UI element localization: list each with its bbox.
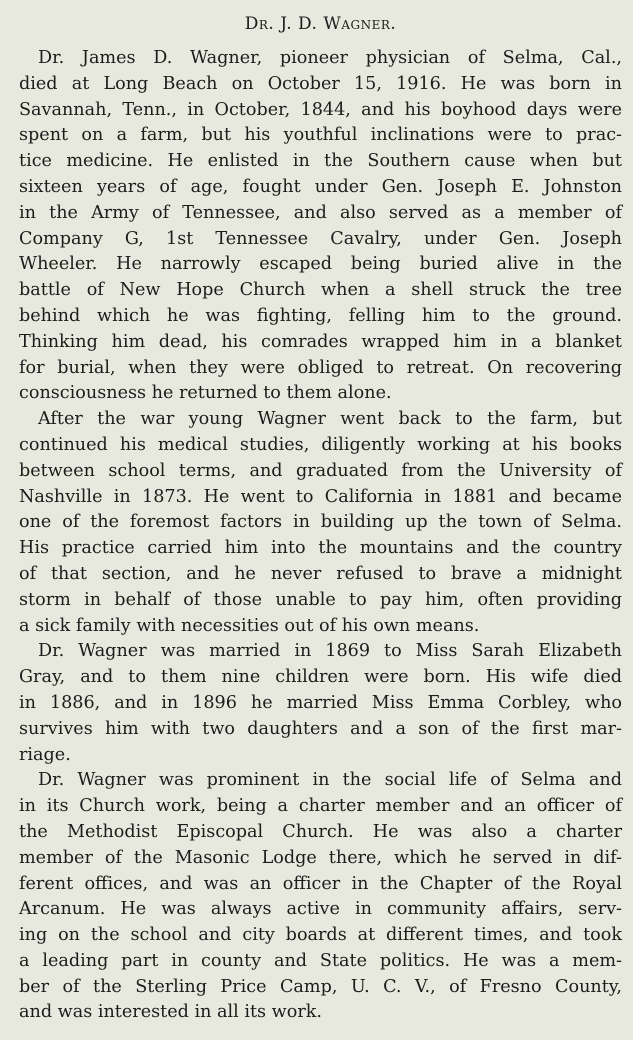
text-line: Nashville in 1873. He went to California in 1881 and became: [19, 486, 622, 507]
text-line: in the Army of Tennessee, and also served as a member of: [19, 202, 622, 223]
paragraph: [19, 46, 622, 407]
text-line: continued his medical studies, diligently working at his books: [19, 434, 622, 455]
text-line: Wheeler. He narrowly escaped being buried alive in the: [19, 254, 622, 275]
text-line: in its Church work, being a charter member and an officer of: [19, 796, 622, 817]
text-line: spent on a farm, but his youthful inclinations were to prac-: [19, 125, 622, 146]
text-line: one of the foremost factors in building up the town of Selma.: [19, 512, 622, 533]
article-body: [19, 46, 622, 1026]
text-line: survives him with two daughters and a son of the first mar-: [19, 718, 622, 739]
text-line: died at Long Beach on October 15, 1916. He was born in: [19, 73, 622, 94]
text-line: Savannah, Tenn., in October, 1844, and his boyhood days were: [19, 99, 622, 120]
text-line: between school terms, and graduated from the University of: [19, 460, 622, 481]
text-line: riage.: [19, 744, 71, 765]
text-line: ferent offices, and was an officer in the Chapter of the Royal: [19, 873, 622, 894]
text-line: for burial, when they were obliged to retreat. On recovering: [19, 357, 622, 378]
text-line: sixteen years of age, fought under Gen. Joseph E. Johnston: [19, 176, 622, 197]
text-line: the Methodist Episcopal Church. He was also a charter: [19, 821, 622, 842]
text-line: Dr. Wagner was prominent in the social life of Selma and: [38, 770, 622, 791]
text-line: tice medicine. He enlisted in the Southern cause when but: [19, 151, 622, 172]
text-line: ing on the school and city boards at different times, and took: [19, 925, 622, 946]
text-line: of that section, and he never refused to brave a midnight: [19, 563, 622, 584]
text-line: behind which he was fighting, felling him to the ground.: [19, 305, 622, 326]
text-line: Arcanum. He was always active in community affairs, serv-: [19, 899, 622, 920]
text-line: a leading part in county and State politics. He was a mem-: [19, 950, 622, 971]
paragraph: [19, 639, 622, 768]
text-line: Dr. James D. Wagner, pioneer physician of Selma, Cal.,: [38, 48, 622, 68]
text-line: and was interested in all its work.: [19, 1002, 322, 1023]
text-line: a sick family with necessities out of his own means.: [19, 615, 480, 636]
text-line: Gray, and to them nine children were born. His wife died: [19, 667, 622, 688]
text-line: in 1886, and in 1896 he married Miss Emma Corbley, who: [19, 692, 622, 713]
text-line: member of the Masonic Lodge there, which he served in dif-: [19, 847, 622, 868]
paragraph: [19, 768, 622, 1026]
text-line: His practice carried him into the mountains and the country: [19, 538, 622, 559]
text-line: battle of New Hope Church when a shell struck the tree: [19, 280, 622, 301]
text-line: ber of the Sterling Price Camp, U. C. V., of Fresno County,: [19, 976, 622, 997]
text-line: Company G, 1st Tennessee Cavalry, under Gen. Joseph: [19, 228, 622, 249]
paragraph: [19, 407, 622, 639]
text-line: storm in behalf of those unable to pay him, often providing: [19, 589, 622, 610]
text-line: consciousness he returned to them alone.: [19, 383, 392, 404]
text-line: After the war young Wagner went back to the farm, but: [38, 409, 622, 430]
text-line: Thinking him dead, his comrades wrapped him in a blanket: [19, 331, 622, 352]
text-line: Dr. Wagner was married in 1869 to Miss Sarah Elizabeth: [38, 641, 622, 662]
article-heading: Dr. J. D. Wagner.: [244, 14, 397, 34]
